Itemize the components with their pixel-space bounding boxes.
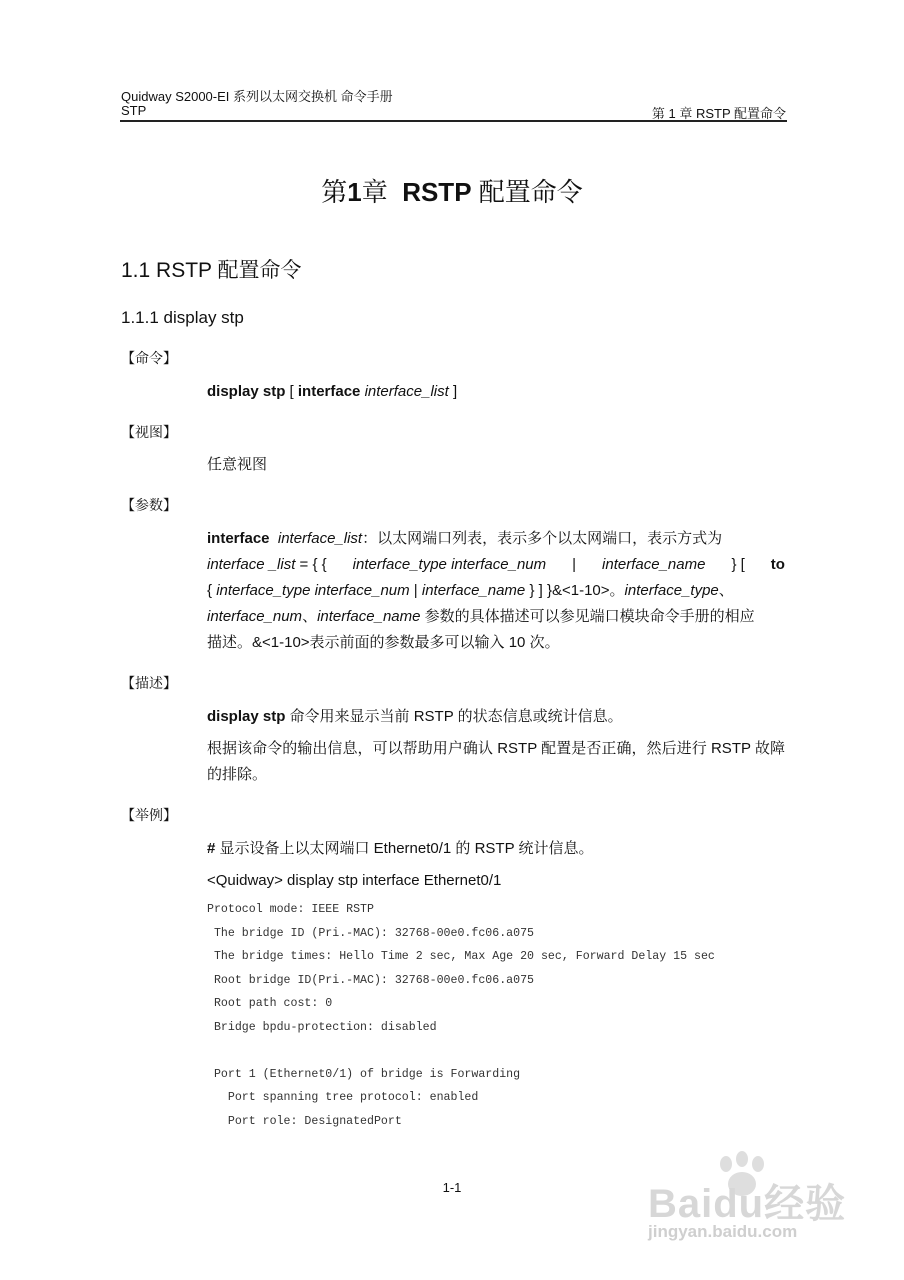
header-rule — [120, 120, 787, 122]
params-line-2 — [207, 552, 785, 578]
command-bracket-close: ] — [448, 383, 458, 400]
chapter-prefix: 第 — [321, 177, 348, 207]
params-l2-to: to — [770, 556, 785, 573]
watermark-brand: Baidu经验 — [648, 1182, 847, 1226]
params-line-1 — [207, 526, 785, 552]
command-arg: interface_list — [360, 383, 449, 400]
desc-keyword: display stp — [207, 708, 286, 725]
example-comment-text: 显示设备上以太网端口 Ethernet0/1 的 RSTP 统计信息。 — [215, 840, 594, 857]
output-line: The bridge ID (Pri.-MAC): 32768-00e0.fc06.a075 — [207, 926, 534, 940]
output-line: Protocol mode: IEEE RSTP — [207, 903, 374, 916]
params-l2-list: interface _list = { { — [207, 556, 327, 573]
label-view: 【视图】 — [121, 424, 177, 440]
params-arg: interface_list — [277, 530, 363, 547]
params-l2-sep: | — [572, 556, 577, 573]
view-text: 任意视图 — [207, 456, 268, 473]
command-syntax — [207, 379, 785, 405]
params-l2-close: } [ — [731, 556, 745, 573]
output-line: Port spanning tree protocol: enabled — [207, 1091, 479, 1104]
chapter-title-rest: 配置命令 — [471, 177, 583, 207]
subsection-title: 1.1.1 display stp — [121, 308, 244, 327]
page-number: 1-1 — [442, 1180, 462, 1195]
params-block — [207, 526, 785, 656]
chapter-suffix: 章 — [361, 177, 388, 207]
chapter-title-bold: RSTP — [402, 177, 472, 207]
command-bracket-open: [ — [285, 383, 298, 400]
label-desc: 【描述】 — [121, 675, 177, 691]
params-line-5: 描述。&<1-10>表示前面的参数最多可以输入 10 次。 — [207, 634, 560, 651]
chapter-title — [0, 172, 904, 209]
output-line: The bridge times: Hello Time 2 sec, Max Age 20 sec, Forward Delay 15 sec — [207, 950, 715, 963]
header-title: Quidway S2000-EI 系列以太网交换机 命令手册 — [121, 89, 393, 104]
example-output — [207, 898, 715, 1133]
command-keyword: display stp — [207, 383, 286, 400]
output-line: Bridge bpdu-protection: disabled — [207, 1020, 437, 1034]
output-line: Root bridge ID(Pri.-MAC): 32768-00e0.fc06.a075 — [207, 973, 534, 987]
label-params: 【参数】 — [121, 497, 177, 513]
output-line — [207, 1039, 715, 1063]
desc-line-1 — [207, 704, 785, 730]
header-chapter: 第 1 章 RSTP 配置命令 — [651, 106, 786, 121]
output-line: Root path cost: 0 — [207, 997, 333, 1010]
chapter-num: 1 — [347, 177, 362, 207]
label-example: 【举例】 — [121, 807, 177, 823]
params-keyword: interface — [207, 530, 270, 547]
params-line-3: { interface_type interface_num | interface_name } ] }&<1-10>。interface_type、 — [207, 582, 734, 599]
example-comment — [207, 836, 785, 862]
output-line: Port 1 (Ethernet0/1) of bridge is Forwarding — [207, 1067, 521, 1081]
params-text-1: ：以太网端口列表，表示多个以太网端口，表示方式为 — [362, 530, 723, 547]
desc-text-1: 命令用来显示当前 RSTP 的状态信息或统计信息。 — [285, 708, 623, 725]
params-line-4: interface_num、interface_name 参数的具体描述可以参见端口模块命令手册的相应 — [207, 608, 755, 625]
header-section: STP — [121, 103, 147, 118]
params-l2-type: interface_type interface_num — [352, 556, 547, 573]
label-command: 【命令】 — [121, 350, 177, 366]
output-line: Port role: DesignatedPort — [207, 1114, 402, 1128]
watermark-url: jingyan.baidu.com — [648, 1222, 798, 1241]
params-l2-name: interface_name — [602, 556, 706, 573]
desc-text-2: 根据该命令的输出信息，可以帮助用户确认 RSTP 配置是否正确，然后进行 RSTP 故障的排除。 — [207, 740, 785, 783]
section-title: 1.1 RSTP 配置命令 — [121, 259, 302, 282]
command-interface-keyword: interface — [297, 383, 361, 400]
example-command: <Quidway> display stp interface Ethernet0/1 — [207, 872, 502, 889]
example-hash: # — [207, 840, 216, 857]
